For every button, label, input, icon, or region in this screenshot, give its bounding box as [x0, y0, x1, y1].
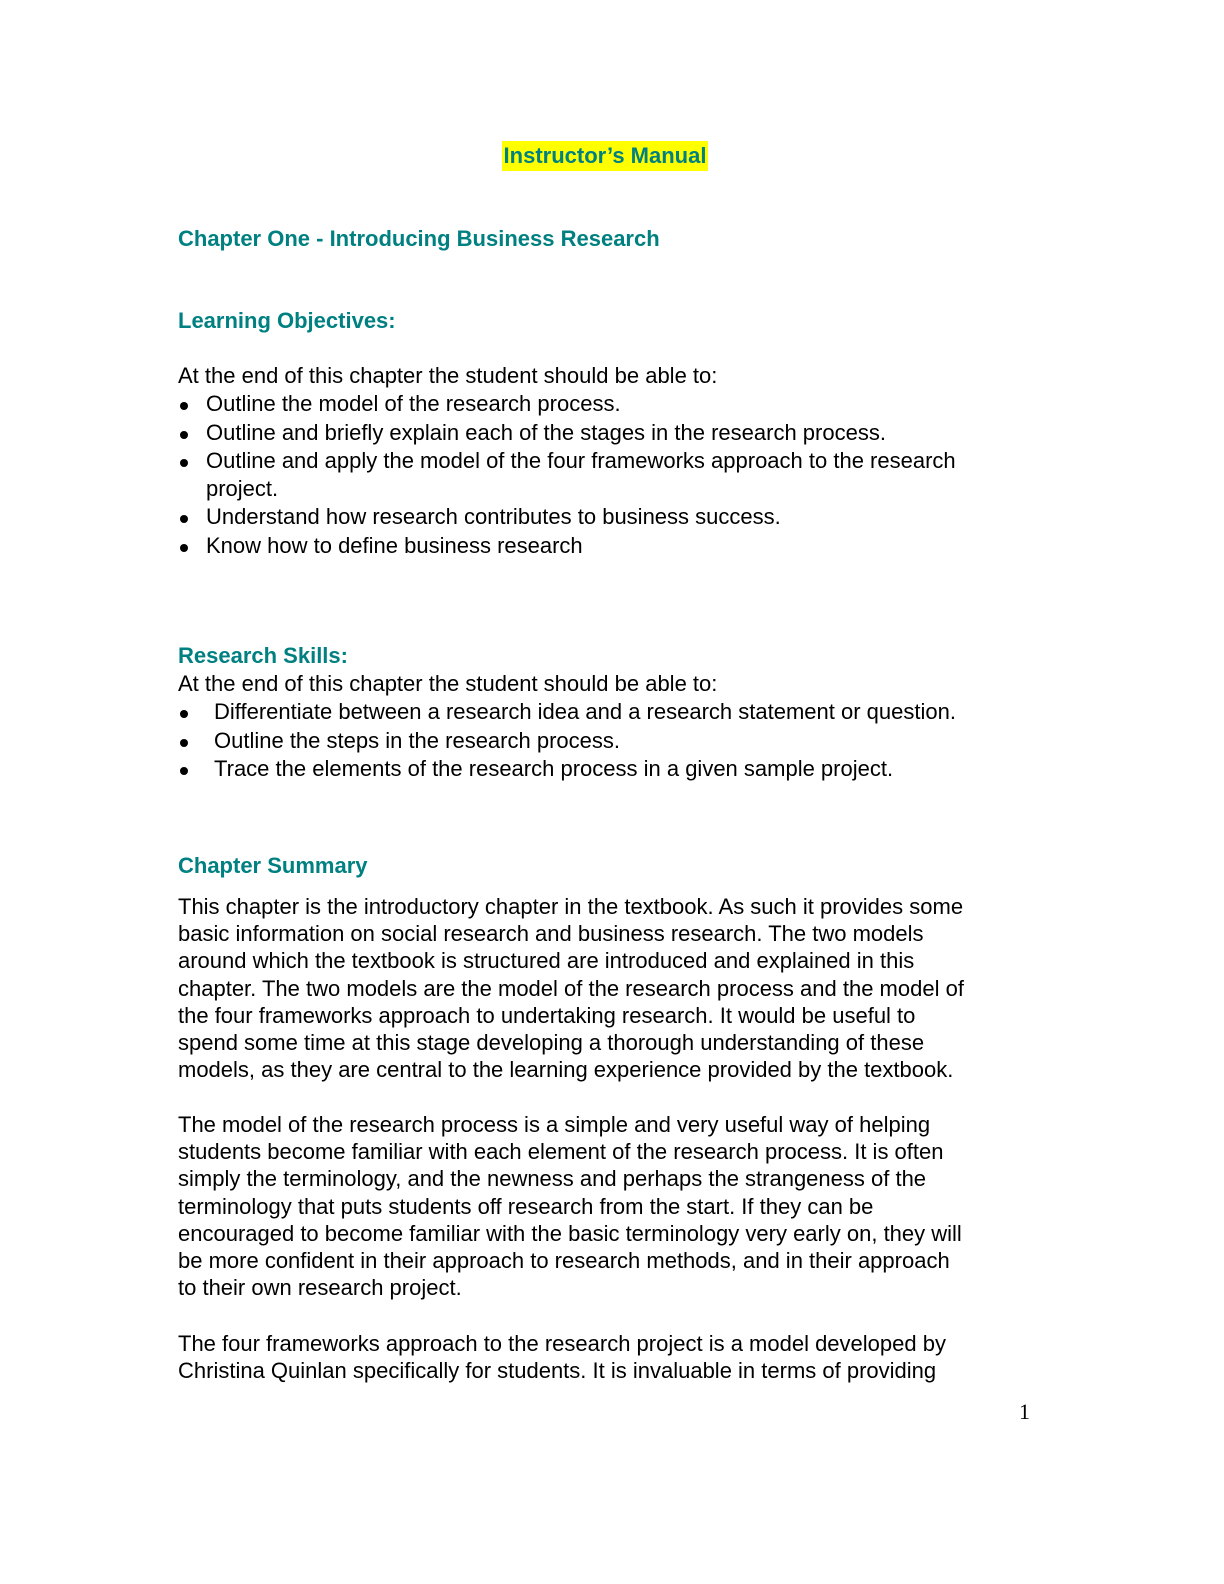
list-item: Outline and briefly explain each of the stages in the research process.	[178, 419, 956, 448]
bullet-icon	[180, 767, 188, 775]
list-item: Outline the steps in the research process.	[178, 727, 956, 756]
list-item-continuation: project.	[206, 475, 279, 501]
summary-paragraph-3: The four frameworks approach to the research project is a model developed by Christina Quinlan specifically for students. It is invaluable in terms of providing	[178, 1331, 946, 1384]
title-container	[0, 141, 1210, 171]
bullet-icon	[180, 544, 188, 552]
bullet-icon	[180, 431, 188, 439]
list-item: Outline the model of the research process.	[178, 390, 956, 419]
bullet-icon	[180, 402, 188, 410]
list-item: Understand how research contributes to business success.	[178, 503, 956, 532]
list-item: Trace the elements of the research process in a given sample project.	[178, 755, 956, 784]
research-skills-heading: Research Skills:	[178, 643, 348, 668]
list-item: Know how to define business research	[178, 532, 956, 561]
learning-objectives-intro: At the end of this chapter the student should be able to:	[178, 363, 718, 388]
document-title: Instructor’s Manual	[502, 141, 709, 171]
research-skills-intro: At the end of this chapter the student should be able to:	[178, 671, 718, 696]
bullet-icon	[180, 459, 188, 467]
list-item: Differentiate between a research idea and a research statement or question.	[178, 698, 956, 727]
summary-paragraph-2: The model of the research process is a simple and very useful way of helping students become familiar with each element of the research process. It is often simply the terminology, and the newness and perhaps the strangeness of the terminology that puts students off research from the start. If they can be encouraged to become familiar with the basic terminology very early on, they will be more confident in their approach to research methods, and in their approach to their own research project.	[178, 1112, 962, 1301]
page-number: 1	[1019, 1399, 1030, 1424]
learning-objectives-list	[178, 390, 956, 560]
chapter-heading: Chapter One - Introducing Business Research	[178, 226, 660, 251]
learning-objectives-heading: Learning Objectives:	[178, 308, 396, 333]
bullet-icon	[180, 739, 188, 747]
bullet-icon	[180, 710, 188, 718]
summary-paragraph-1: This chapter is the introductory chapter in the textbook. As such it provides some basic information on social research and business research. The two models around which the textbook is structured are introduced and explained in this chapter. The two models are the model of the research process and the model of the four frameworks approach to undertaking research. It would be useful to spend some time at this stage developing a thorough understanding of these models, as they are central to the learning experience provided by the textbook.	[178, 894, 964, 1083]
chapter-summary-heading: Chapter Summary	[178, 853, 368, 878]
list-item: Outline and apply the model of the four frameworks approach to the research	[178, 447, 956, 476]
bullet-icon	[180, 515, 188, 523]
research-skills-list	[178, 698, 956, 784]
